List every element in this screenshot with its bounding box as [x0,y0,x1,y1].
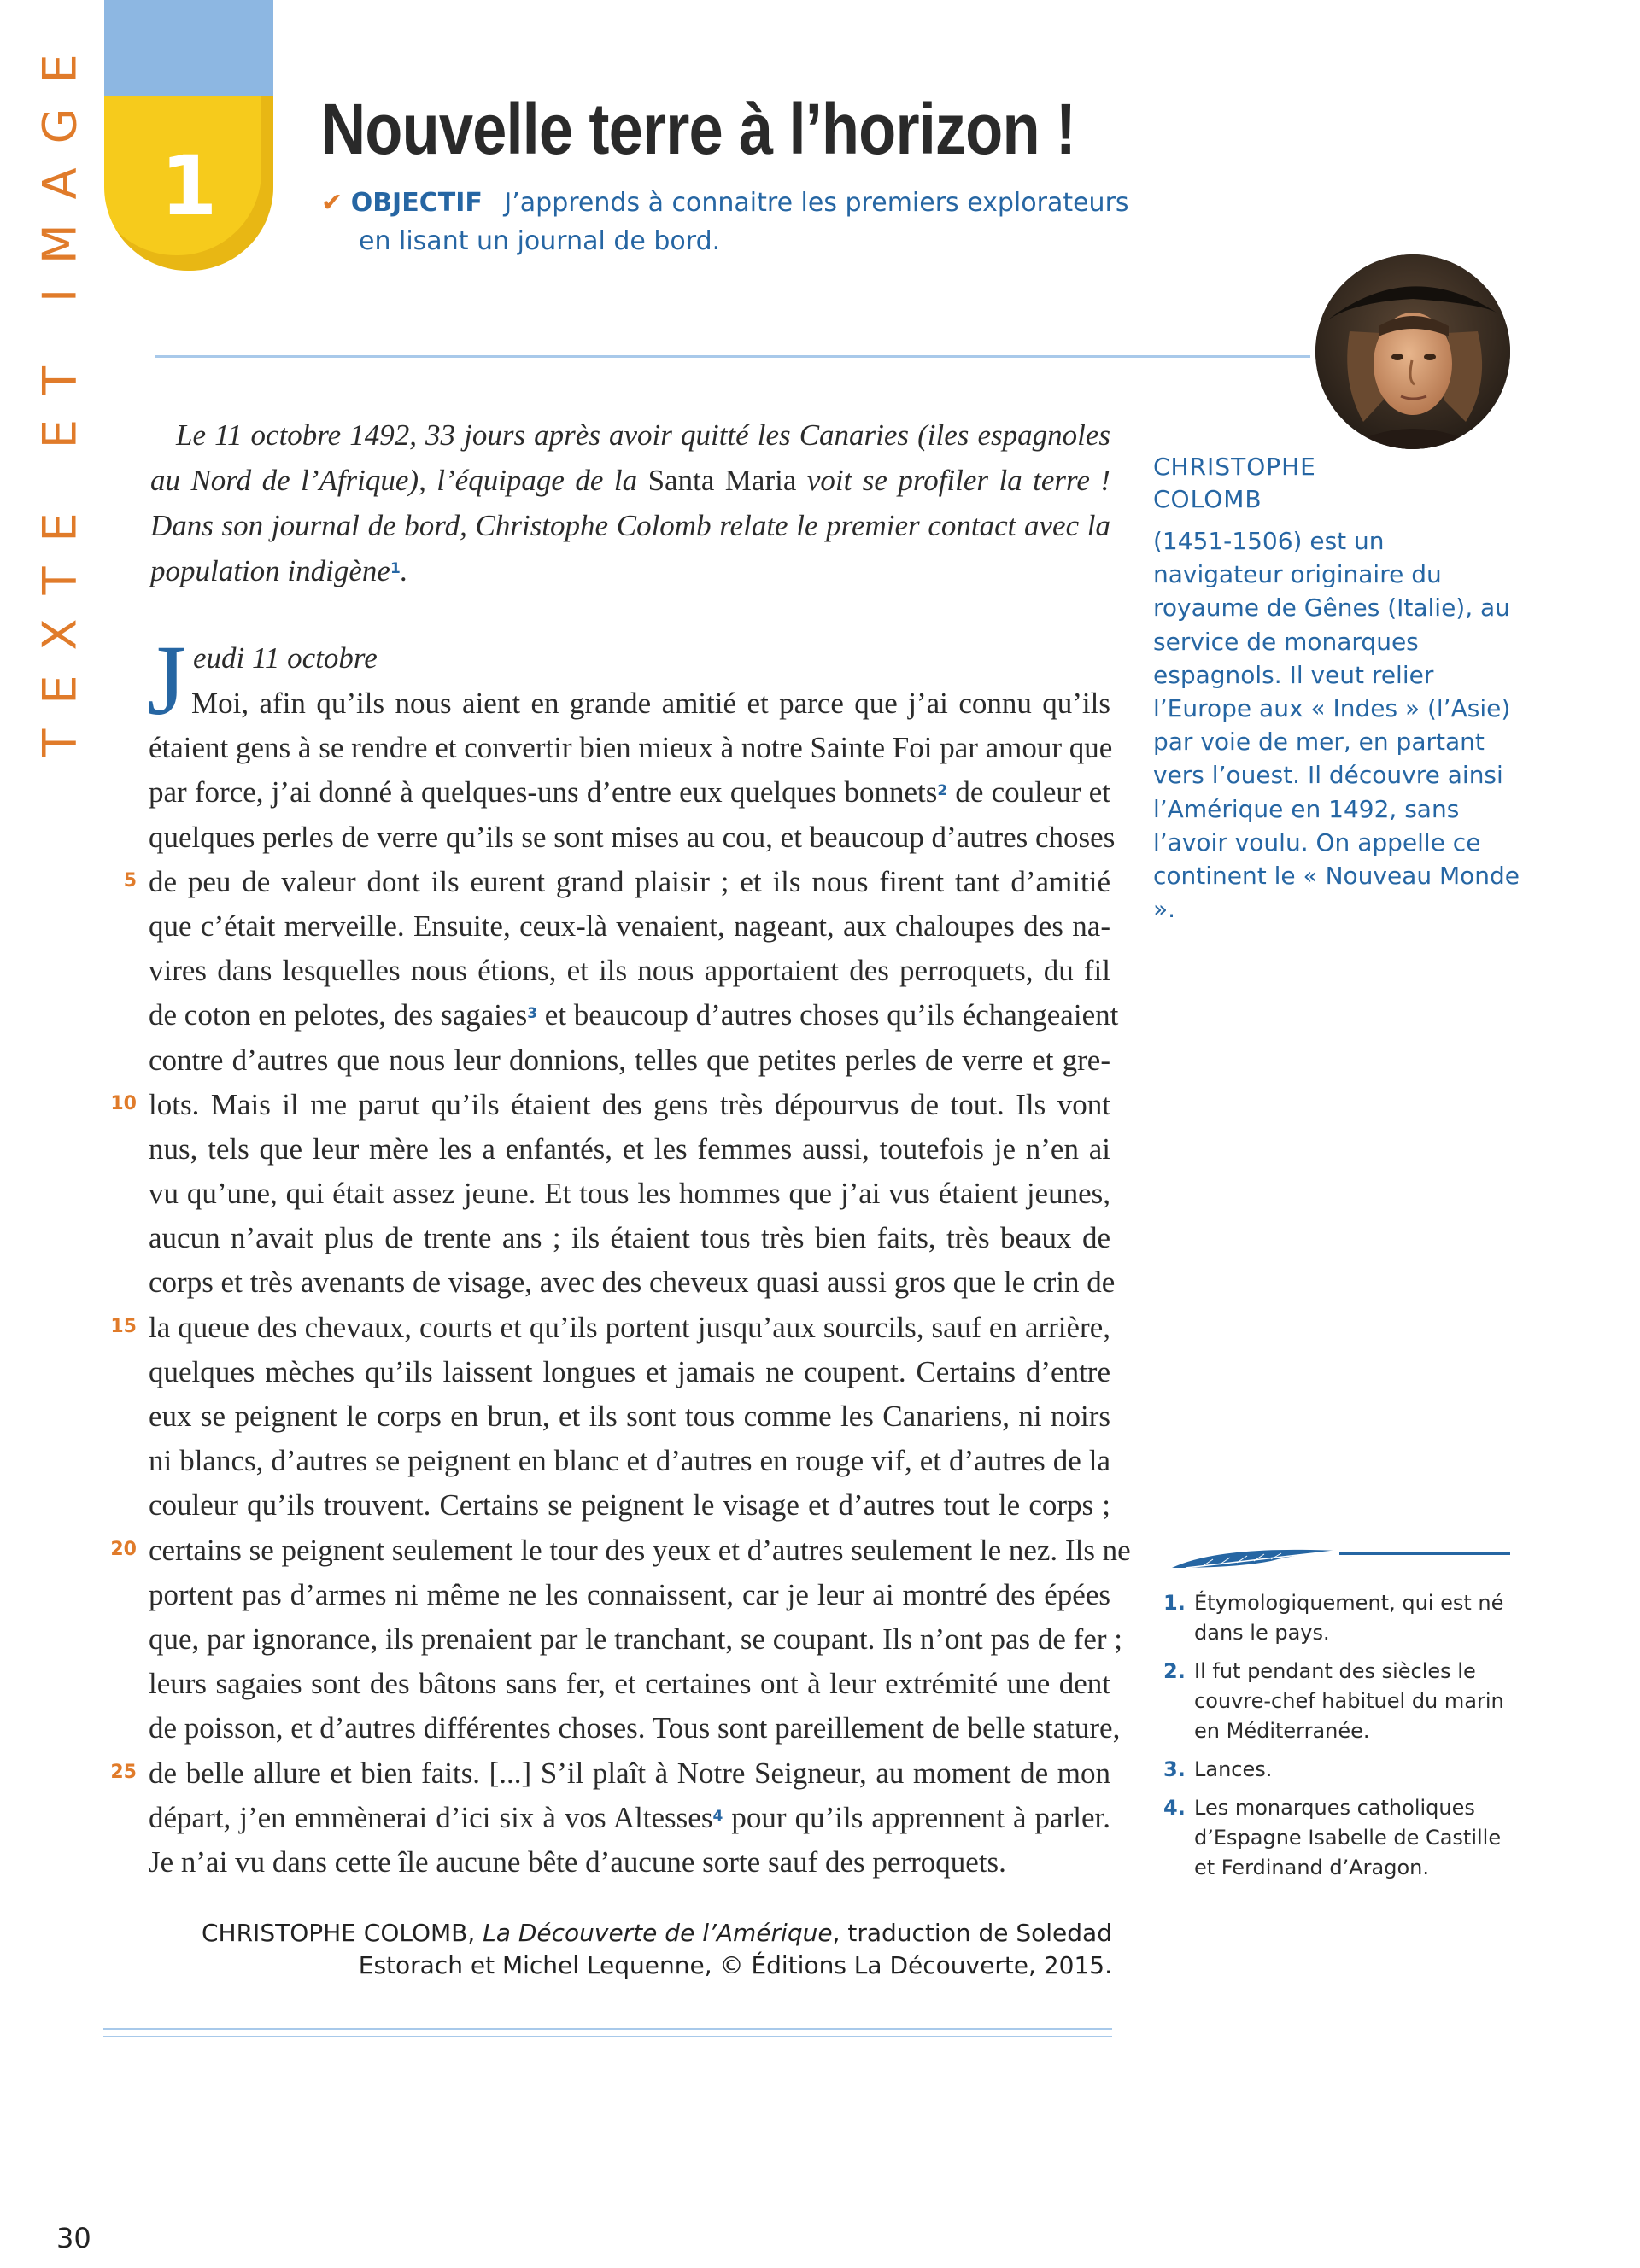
text-line-content: leurs sagaies sont des bâtons sans fer, et certaines ont à leur extrémité une dent [149,1667,1110,1701]
line-number: 15 [110,1315,137,1337]
text-line [149,726,1113,770]
header-divider [155,355,1310,358]
text-line-content: pour qu’ils apprennent à parler. [723,1800,1110,1834]
text-line-content: de peu de valeur dont ils eurent grand plaisir ; et ils nous firent tant d’amitié [149,864,1110,898]
text-line-content: corps et très avenants de visage, avec des cheveux quasi aussi gros que le crin de [149,1266,1116,1300]
notes-divider [1339,1552,1510,1555]
text-line [149,904,1110,949]
text-line-content: portent pas d’armes ni même ne les connaissent, car je leur ai montré des épées [149,1577,1110,1611]
footnote-ref: 4 [712,1807,723,1825]
text-line-content: nus, tels que leur mère les a enfantés, et les femmes aussi, toutefois je n’en ai [149,1131,1110,1166]
footnote-text: Les monarques catholiques d’Espagne Isabelle de Castille et Ferdinand d’Aragon. [1194,1796,1502,1879]
text-line [149,1751,1110,1796]
portrait-christophe-colomb [1315,254,1510,449]
text-line [149,770,1110,815]
text-line [149,993,1119,1038]
intro-end: . [400,554,408,587]
text-line [149,949,1110,993]
text-line [149,1038,1110,1083]
text-line [149,1662,1110,1706]
text-line [149,681,1110,726]
text-line [149,1216,1110,1260]
line-number: 5 [123,869,137,891]
text-line-content: lots. Mais il me parut qu’ils étaient des gens très dépourvus de tout. Ils vont [149,1087,1110,1121]
text-line [149,1350,1110,1394]
text-line [149,1617,1122,1662]
text-line-content: la queue des chevaux, courts et qu’ils portent jusqu’aux sourcils, sauf en arrière, [149,1310,1110,1344]
drop-cap: J [147,624,186,736]
text-line [149,1127,1110,1172]
intro-part-2: voit se profiler la terre ! Dans son journal de bord, Christophe Colomb relate le premier contact avec la population indigène [150,464,1111,587]
text-line-content: étaient gens à se rendre et convertir bien mieux à notre Sainte Foi par amour que [149,731,1113,765]
text-line [149,1083,1110,1127]
footnote-text: Lances. [1194,1757,1273,1781]
text-line [149,1172,1110,1216]
objective-keyword: OBJECTIF [350,188,483,218]
quill-icon [1168,1542,1339,1573]
footnote [1163,1755,1522,1785]
page-number: 30 [56,2222,91,2254]
text-line-content: Je n’ai vu dans cette île aucune bête d’aucune sorte sauf des perroquets. [149,1844,1006,1879]
journal-text [149,681,1131,1885]
footnote-number: 4. [1163,1796,1186,1820]
line-number: 20 [110,1538,137,1560]
text-line-content: par force, j’ai donné à quelques-uns d’entre eux quelques bonnets [149,775,938,810]
text-line-content: Moi, afin qu’ils nous aient en grande amitié et parce que j’ai connu qu’ils [191,687,1110,720]
bio-text: (1451-1506) est un navigateur originaire du royaume de Gênes (Italie), au service de monarques espagnols. Il veut relier l’Europe aux « Indes » (l’Asie) par voie de mer, en partant vers l’ouest. Il découvre ainsi l’Amérique en 1492, sans l’avoir voulu. On appelle ce continent le « Nouveau Monde ». [1153,527,1520,924]
side-label-text: TEXTE ET IMAGE [32,28,87,757]
page-title: Nouvelle terre à l’horizon ! [321,89,1076,169]
footnote-ref: 3 [527,1005,538,1023]
text-line [149,860,1110,904]
text-line-content: de coton en pelotes, des sagaies [149,998,528,1032]
text-line-content: eux se peignent le corps en brun, et ils sont tous comme les Canariens, ni noirs [149,1400,1110,1433]
footnote [1163,1657,1522,1746]
text-line-content: ni blancs, d’autres se peignent en blanc et d’autres en rouge vif, et d’autres de la [149,1444,1110,1478]
bio-name-line-2: COLOMB [1153,485,1262,513]
footnote-number: 3. [1163,1757,1186,1781]
text-line-content: quelques mèches qu’ils laissent longues et jamais ne coupent. Certains d’entre [149,1354,1110,1388]
footnote-number: 2. [1163,1659,1186,1683]
text-line [149,815,1116,860]
text-line-content: quelques perles de verre qu’ils se sont mises au cou, et beaucoup d’autres choses [149,820,1116,854]
journal-date: eudi 11 octobre [193,641,378,675]
objective-line-2: en lisant un journal de bord. [359,226,721,256]
text-line-content: certains se peignent seulement le tour des yeux et d’autres seulement le nez. Ils ne [149,1533,1131,1567]
text-line [149,1306,1110,1350]
text-line [149,1260,1116,1305]
text-line [149,1840,1110,1885]
text-line [149,1529,1131,1573]
bottom-divider [102,2036,1112,2037]
line-number: 10 [110,1092,137,1114]
side-label [17,17,102,769]
text-line [149,1439,1110,1483]
text-line-content: de belle allure et bien faits. [...] S’il plaît à Notre Seigneur, au moment de mon [149,1756,1110,1790]
ship-name: Santa Maria [647,464,797,497]
bio-name [1153,451,1520,516]
footnote-text: Il fut pendant des siècles le couvre-chef habituel du marin en Méditerranée. [1194,1659,1504,1743]
bottom-divider [102,2028,1112,2030]
author-bio [1153,451,1520,926]
text-line [149,1706,1121,1751]
footnote [1163,1793,1522,1883]
footnote-text: Étymologiquement, qui est né dans le pays. [1194,1591,1504,1645]
text-line [149,1796,1110,1840]
text-line-content: contre d’autres que nous leur donnions, telles que petites perles de verre et gre- [149,1043,1110,1077]
text-line-content: de couleur et [947,775,1110,810]
intro-paragraph [150,412,1110,593]
footnotes [1163,1588,1522,1891]
text-line-content: que, par ignorance, ils prenaient par le tranchant, se coupant. Ils n’ont pas de fer ; [149,1622,1122,1656]
objective-line-1: J’apprends à connaitre les premiers explorateurs [504,188,1129,218]
footnote [1163,1588,1522,1648]
source-citation [128,1917,1112,1982]
source-rest: , traduction de Soledad Estorach et Michel Lequenne, © Éditions La Découverte, 2015. [358,1919,1112,1979]
footnote-number: 1. [1163,1591,1186,1615]
footnote-ref: 2 [937,782,948,800]
portrait-image [1315,254,1510,449]
check-icon: ✔ [321,188,343,218]
line-number: 25 [110,1761,137,1783]
text-line-content: et beaucoup d’autres choses qu’ils échangeaient [537,998,1119,1032]
text-line-content: vires dans lesquelles nous étions, et ils nous apportaient des perroquets, du fil [149,954,1110,988]
objective [321,184,1141,260]
text-line [149,1483,1110,1528]
footnote-ref: 1 [390,560,401,577]
source-work: La Découverte de l’Amérique [483,1919,833,1947]
source-author: CHRISTOPHE COLOMB, [202,1919,483,1947]
text-line-content: que c’était merveille. Ensuite, ceux-là venaient, nageant, aux chaloupes des na- [149,909,1110,943]
intro-part-1: Le 11 octobre 1492, 33 jours après avoir quitté les Canaries (iles espagnoles au Nord de l’Afrique), l’équipage de la [150,418,1110,497]
text-line-content: vu qu’une, qui était assez jeune. Et tous les hommes que j’ai vus étaient jeunes, [149,1177,1110,1211]
text-line-content: aucun n’avait plus de trente ans ; ils étaient tous très bien faits, très beaux de [149,1221,1110,1255]
text-line-content: départ, j’en emmènerai d’ici six à vos Altesses [149,1800,713,1834]
text-line [149,1394,1110,1439]
text-line [149,1573,1110,1617]
text-line-content: de poisson, et d’autres différentes choses. Tous sont pareillement de belle stature, [149,1711,1121,1745]
bio-name-line-1: CHRISTOPHE [1153,453,1316,481]
text-line-content: couleur qu’ils trouvent. Certains se peignent le visage et d’autres tout le corps ; [149,1488,1110,1523]
lesson-number-badge: 1 [104,96,273,271]
